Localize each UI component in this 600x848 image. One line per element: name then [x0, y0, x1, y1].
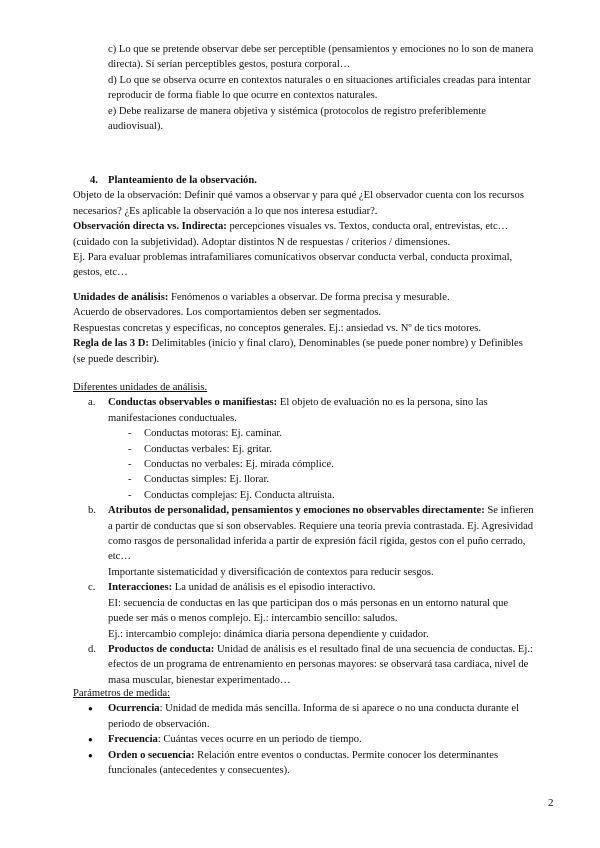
sub-item-text: Conductas simples: Ej. llorar. [144, 474, 270, 486]
parametros-heading: Parámetros de medida: [73, 688, 171, 699]
sub-item [73, 426, 535, 441]
section-title: Planteamiento de la observación. [108, 175, 257, 186]
sub-item [73, 442, 535, 457]
criterion-d: d) Lo que se observa ocurre en contextos naturales o en situaciones artificiales creadas para intentar reproducir de forma fiable lo que ocurre en contextos naturales. [108, 74, 531, 102]
respuestas-line: Respuestas concretas y específicas, no conceptos generales. Ej.: ansiedad vs. Nº de tics motores. [73, 322, 482, 334]
item-text: Se infieren a partir de conductas que sí son observables. Requiere una teoría previa contrastada. Ej. Agresividad como rasgos de personalidad inferida a partir de expresión fácil rígida, gestos con el puño cerrado, etc… [108, 505, 534, 563]
section-4 [73, 173, 535, 281]
page-number: 2 [548, 797, 554, 809]
sub-item-text: Conductas verbales: Ej. gritar. [144, 443, 272, 455]
item-label: Productos de conducta: [108, 643, 215, 655]
bullet-item [73, 732, 535, 747]
objeto-paragraph: Objeto de la observación: Definir qué vamos a observar y para qué ¿El observador cuenta con los recursos necesarios? ¿Es aplicable la observación a lo que nos interesa estudiar?. [73, 190, 524, 217]
item-extra: Importante sistematicidad y diversificación de contextos para reducir sesgos. [108, 566, 434, 578]
item-label: Orden o secuencia: [108, 749, 195, 761]
item-extra: EI: secuencia de conductas en las que participan dos o más personas en un entorno natural que puede ser más o menos complejo. Ej.: intercambio sencillo: saludos. [108, 597, 509, 625]
ejemplo-paragraph: Ej. Para evaluar problemas intrafamiliares comunicativos observar conducta verbal, conducta proximal, gestos, etc… [73, 252, 513, 279]
bullet-icon: ● [88, 735, 93, 745]
section-heading [73, 173, 535, 188]
diferentes-heading: Diferentes unidades de análisis. [73, 382, 208, 393]
item-text: : Unidad de medida más sencilla. Informa de si aparece o no una conducta durante el periodo de observación. [108, 703, 520, 730]
list-item-b [73, 503, 535, 580]
sub-item [73, 472, 535, 487]
item-text: : Cuántas veces ocurre en un periodo de tiempo. [157, 734, 362, 746]
dash-marker: - [128, 489, 132, 501]
item-label: Atributos de personalidad, pensamientos y emociones no observables directamente: [108, 505, 485, 517]
unidades-label: Unidades de análisis: [73, 292, 169, 303]
criterion-c: c) Lo que se pretende observar debe ser perceptible (pensamientos y emociones no lo son de manera directa). Sí serían perceptibles gestos, postura corporal… [108, 44, 534, 71]
sub-item-text: Conductas motoras: Ej. caminar. [144, 428, 282, 440]
list-marker: d. [88, 643, 96, 655]
unidades-section [73, 290, 535, 367]
item-label: Conductas observables o manifiestas: [108, 397, 278, 409]
directa-text: percepciones visuales vs. Textos, conducta oral, entrevistas, etc… (cuidado con la subjetividad). Adoptar distintos N de respuestas / criterios / dimensiones. [73, 221, 509, 248]
regla-paragraph [73, 336, 535, 367]
directa-label: Observación directa vs. Indirecta: [73, 221, 227, 233]
criterion-e: e) Debe realizarse de manera objetiva y sistémica (protocolos de registro preferiblemente audiovisual). [108, 105, 486, 133]
list-item-d [73, 642, 535, 688]
dash-marker: - [128, 443, 132, 455]
dash-marker: - [128, 428, 132, 440]
criteria-list [73, 42, 535, 134]
item-text: Relación entre eventos o conductas. Permite conocer los determinantes funcionales (antecedentes y consecuentes). [108, 749, 499, 777]
diferentes-section [73, 380, 535, 688]
dash-marker: - [128, 459, 132, 471]
item-text: Unidad de análisis es el resultado final de una secuencia de conductas. Ej.: efectos de un programa de entrenamiento en personas mayores: se observará tasa cardiaca, nivel de masa muscular, bienestar experimentado… [108, 643, 533, 686]
item-label: Interacciones: [108, 582, 173, 594]
sub-item [73, 488, 535, 503]
list-marker: a. [88, 397, 96, 409]
dash-marker: - [128, 474, 132, 486]
unidades-paragraph [73, 290, 535, 305]
regla-label: Regla de las 3 D: [73, 338, 149, 350]
sub-item [73, 457, 535, 472]
item-text: La unidad de análisis es el episodio interactivo. [172, 582, 376, 594]
unidades-text: Fenómenos o variables a observar. De forma precisa y mesurable. [168, 292, 450, 303]
sub-item-text: Conductas complejas: Ej. Conducta altruista. [144, 489, 335, 501]
sub-item-text: Conductas no verbales: Ej. mirada cómplice. [144, 459, 334, 471]
item-text: El objeto de evaluación no es la persona, sino las manifestaciones conductuales. [108, 397, 488, 424]
item-extra: Ej.: intercambio complejo: dinámica diaria persona dependiente y cuidador. [108, 628, 429, 640]
bullet-icon: ● [88, 750, 93, 760]
parametros-section [73, 686, 535, 778]
directa-paragraph [73, 219, 535, 250]
bullet-item [73, 748, 535, 779]
bullet-item [73, 701, 535, 732]
list-marker: c. [88, 582, 96, 594]
list-marker: b. [88, 505, 96, 517]
section-number: 4. [90, 175, 98, 186]
list-item-c [73, 580, 535, 642]
item-label: Ocurrencia [108, 703, 160, 715]
bullet-icon: ● [88, 704, 93, 714]
regla-text: Delimitables (inicio y final claro), Denominables (se puede poner nombre) y Definibles (se puede describir). [73, 338, 523, 365]
list-item-a [73, 395, 535, 426]
acuerdo-line: Acuerdo de observadores. Los comportamientos deben ser segmentados. [73, 307, 382, 319]
item-label: Frecuencia [108, 734, 158, 746]
